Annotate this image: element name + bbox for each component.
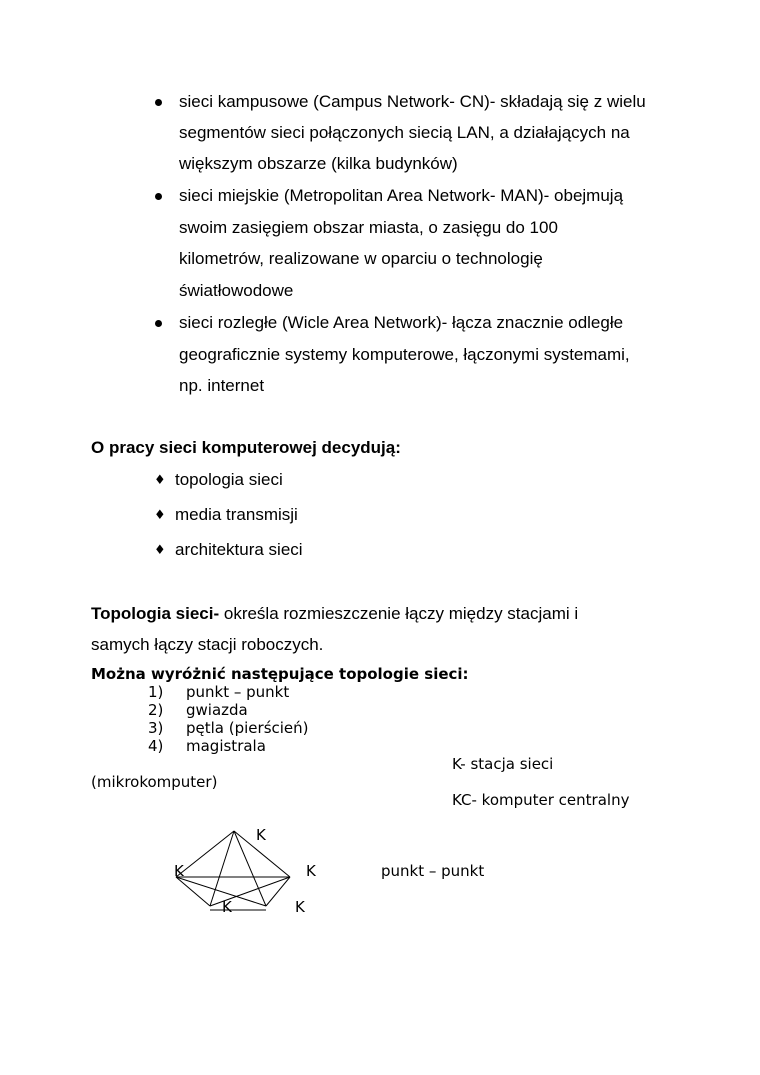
network-type-line: sieci kampusowe (Campus Network- CN)- składają się z wielu xyxy=(179,92,646,111)
topology-item-label: gwiazda xyxy=(186,701,248,719)
topology-item-num: 3) xyxy=(148,719,164,737)
network-type-line: sieci miejskie (Metropolitan Area Network- MAN)- obejmują xyxy=(179,186,624,205)
network-type-line: większym obszarze (kilka budynków) xyxy=(179,154,458,173)
decides-item: architektura sieci xyxy=(175,540,303,559)
diagram-node-label: K xyxy=(256,826,266,844)
topology-item-label: pętla (pierścień) xyxy=(186,719,309,737)
decides-heading: O pracy sieci komputerowej decydują: xyxy=(91,438,401,457)
legend-kc-central: KC- komputer centralny xyxy=(452,791,630,809)
decides-item: media transmisji xyxy=(175,505,298,524)
topology-item-num: 2) xyxy=(148,701,164,719)
diagram-node-label: K xyxy=(295,898,305,916)
diagram-node-label: K xyxy=(174,862,184,880)
diamond-bullet-icon: ♦ xyxy=(154,473,166,488)
network-type-line: segmentów sieci połączonych siecią LAN, a działających na xyxy=(179,123,630,142)
diagram-node-label: K xyxy=(306,862,316,880)
network-type-line: sieci rozległe (Wicle Area Network)- łącza znacznie odległe xyxy=(179,313,624,332)
decides-item: topologia sieci xyxy=(175,470,283,489)
network-type-line: geograficznie systemy komputerowe, łączonymi systemami, xyxy=(179,345,630,364)
diamond-bullet-icon: ♦ xyxy=(154,508,166,523)
topology-definition-line2: samych łączy stacji roboczych. xyxy=(91,635,324,654)
topology-item-label: magistrala xyxy=(186,737,266,755)
network-type-line: światłowodowe xyxy=(179,281,294,300)
network-type-line: np. internet xyxy=(179,376,265,395)
network-type-line: swoim zasięgiem obszar miasta, o zasięgu do 100 xyxy=(179,218,558,237)
topologies-heading: Można wyróżnić następujące topologie sieci: xyxy=(91,665,469,683)
topology-definition-text: określa rozmieszczenie łączy między stacjami i xyxy=(219,604,579,623)
topology-item-num: 1) xyxy=(148,683,164,701)
diagram-node-label: K xyxy=(222,898,232,916)
legend-k-station: K- stacja sieci xyxy=(452,755,554,773)
diagram-link xyxy=(176,877,210,906)
diamond-bullet-icon: ♦ xyxy=(154,543,166,558)
topology-term: Topologia sieci- xyxy=(91,604,220,623)
network-type-line: kilometrów, realizowane w oparciu o technologię xyxy=(179,249,543,268)
topology-item-label: punkt – punkt xyxy=(186,683,290,701)
diagram-caption: punkt – punkt xyxy=(381,862,485,880)
topology-item-num: 4) xyxy=(148,737,164,755)
diagram-link xyxy=(176,831,234,877)
legend-mikrokomputer: (mikrokomputer) xyxy=(91,773,218,791)
